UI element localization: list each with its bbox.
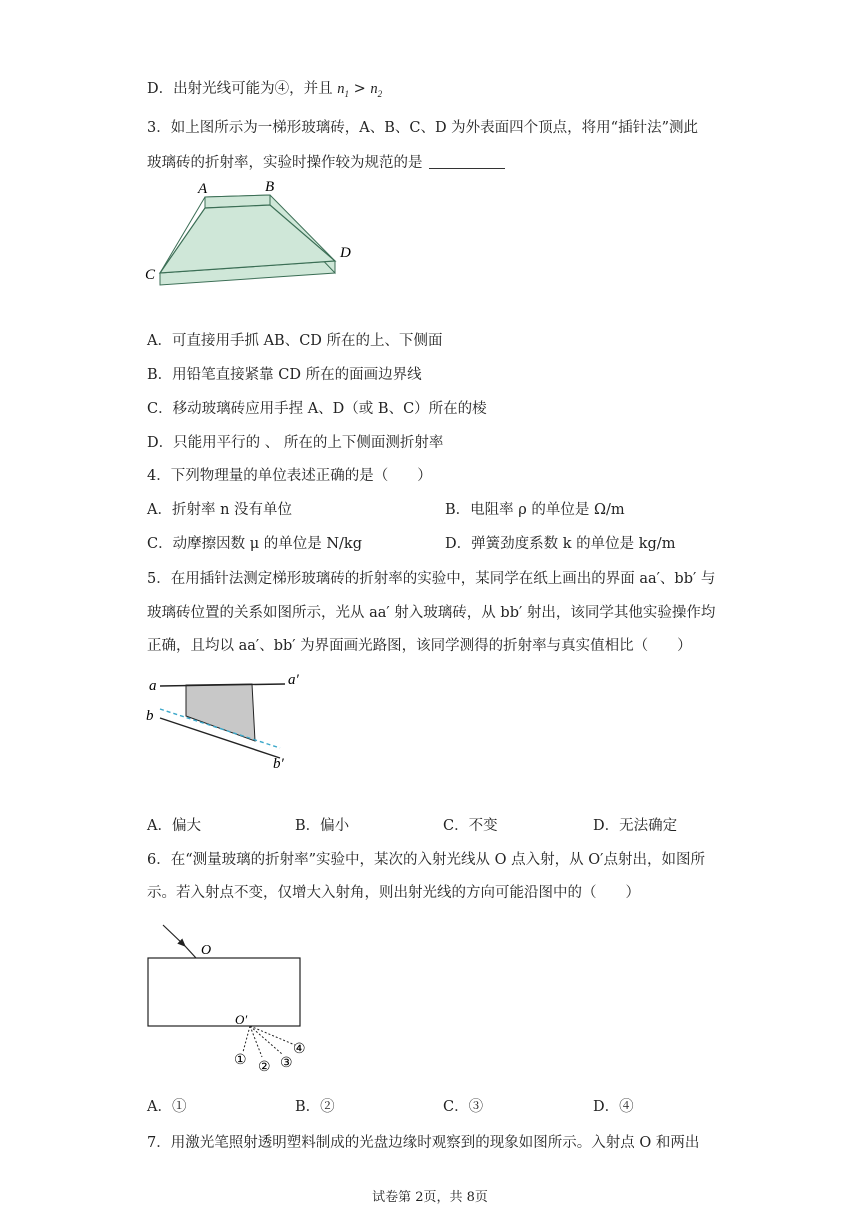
- q4-option-c: C．动摩擦因数 μ 的单位是 N/kg: [147, 536, 362, 552]
- ray-1: [243, 1026, 250, 1052]
- q5-stem-line2: 玻璃砖位置的关系如图所示，光从 aa′ 射入玻璃砖，从 bb′ 射出，该同学其他实验操作均: [147, 605, 716, 621]
- q4-option-d: D．弹簧劲度系数 k 的单位是 kg/m: [445, 536, 676, 552]
- q6-glass-figure: [140, 918, 325, 1078]
- ray-3: [250, 1026, 282, 1054]
- q6-option-c: C．③: [443, 1099, 484, 1115]
- page-footer: 试卷第 2页，共 8页: [372, 1190, 488, 1205]
- glass-block: [148, 958, 300, 1026]
- vertex-label-d: D: [340, 245, 351, 261]
- trapezoid-front-face: [160, 205, 335, 273]
- q3-trapezoid-figure: [140, 175, 365, 290]
- n1-symbol: $n_1$: [337, 81, 349, 99]
- q4-stem: 4．下列物理量的单位表述正确的是（ ）: [147, 468, 432, 484]
- label-o: O: [201, 943, 212, 958]
- q3-stem-line1: 3．如上图所示为一梯形玻璃砖，A、B、C、D 为外表面四个顶点，将用“插针法”测此: [147, 120, 699, 136]
- ray-2: [250, 1026, 262, 1057]
- q4-option-b: B．电阻率 ρ 的单位是 Ω/m: [445, 502, 625, 518]
- q6-option-a: A．①: [147, 1099, 187, 1115]
- q6-stem-line2: 示。若入射点不变，仅增大入射角，则出射光线的方向可能沿图中的（ ）: [147, 885, 640, 901]
- q7-stem-line1: 7．用激光笔照射透明塑料制成的光盘边缘时观察到的现象如图所示。入射点 O 和两出: [147, 1135, 700, 1151]
- label-a-prime: a′: [288, 672, 299, 688]
- label-b: b: [146, 708, 154, 724]
- q5-interface-figure: [140, 668, 310, 773]
- q5-option-b: B．偏小: [295, 818, 350, 834]
- q3-option-c: C．移动玻璃砖应用手捏 A、D（或 B、C）所在的棱: [147, 401, 487, 417]
- glass-block: [186, 684, 255, 741]
- ray-label-1: ①: [234, 1053, 247, 1068]
- vertex-label-a: A: [198, 181, 208, 197]
- answer-blank: [429, 154, 505, 169]
- q5-stem-line1: 5．在用插针法测定梯形玻璃砖的折射率的实验中，某同学在纸上画出的界面 aa′、bb′ 与: [147, 571, 716, 587]
- q3-option-a: A．可直接用手抓 AB、CD 所在的上、下侧面: [147, 333, 443, 349]
- q6-stem-line1: 6．在“测量玻璃的折射率”实验中，某次的入射光线从 O 点入射，从 O′点射出，如图所: [147, 852, 705, 868]
- ray-label-2: ②: [258, 1060, 271, 1075]
- label-a: a: [149, 678, 157, 694]
- q5-option-c: C．不变: [443, 818, 498, 834]
- ray-label-3: ③: [280, 1056, 293, 1071]
- ray-label-4: ④: [293, 1042, 306, 1057]
- label-o-prime: O′: [235, 1012, 248, 1027]
- q5-option-d: D．无法确定: [593, 818, 678, 834]
- q2-option-d: [147, 79, 382, 104]
- q6-option-d: D．④: [593, 1099, 634, 1115]
- q5-option-a: A．偏大: [147, 818, 201, 834]
- q3-stem-line2: 玻璃砖的折射率，实验时操作较为规范的是: [147, 153, 505, 173]
- q5-stem-line3: 正确，且均以 aa′、bb′ 为界面画光路图，该同学测得的折射率与真实值相比（ ）: [147, 638, 692, 654]
- n2-symbol: $n_2$: [370, 81, 383, 99]
- vertex-label-c: C: [145, 267, 156, 283]
- q2-option-d-text: D．出射光线可能为④，并且: [147, 81, 333, 97]
- q6-option-b: B．②: [295, 1099, 335, 1115]
- q3-option-b: B．用铅笔直接紧靠 CD 所在的面画边界线: [147, 367, 422, 383]
- vertex-label-b: B: [265, 179, 275, 195]
- greater-than: >: [348, 81, 371, 97]
- incident-ray: [163, 925, 185, 946]
- q4-option-a: A．折射率 n 没有单位: [147, 502, 293, 518]
- q3-option-d: D．只能用平行的 、 所在的上下侧面测折射率: [147, 435, 444, 451]
- label-b-prime: b′: [273, 756, 284, 772]
- interface-aa: [160, 684, 285, 686]
